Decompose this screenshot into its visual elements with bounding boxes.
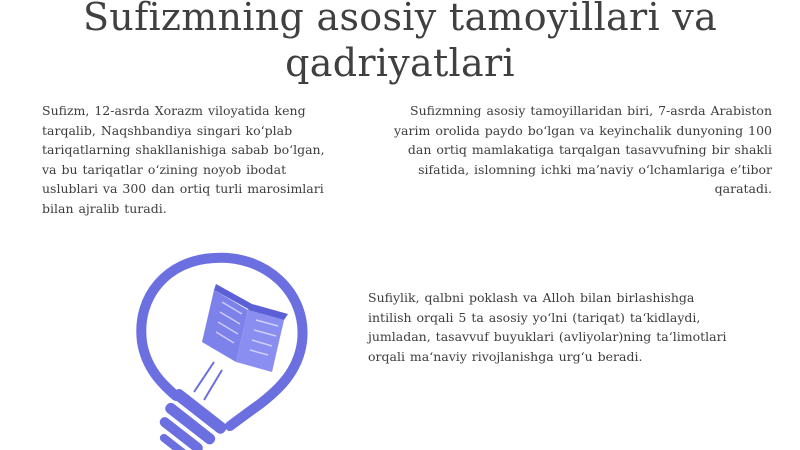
lightbulb-book-icon <box>96 250 312 450</box>
paragraph-left: Sufizm, 12-asrda Xorazm viloyatida keng tarqalib, Naqshbandiya singari ko‘plab tariqatlarning shakllanishiga sabab bo‘lgan, va bu tariqatlar o‘zining noyob ibodat uslublari va 300 dan ortiq turli marosimlari bilan ajralib turadi. <box>42 103 325 216</box>
slide-title: Sufizmning asosiy tamoyillari va qadriyatlari <box>82 0 718 85</box>
paragraph-bottom: Sufiylik, qalbni poklash va Alloh bilan birlashishga intilish orqali 5 ta asosiy yo‘lni (tariqat) ta‘kidlaydi, jumladan, tasavvuf buyuklari (avliyolar)ning ta‘limotlari orqali ma‘naviy rivojlanishga urg‘u beradi. <box>368 290 727 364</box>
paragraph-right: Sufizmning asosiy tamoyillaridan biri, 7-asrda Arabiston yarim orolida paydo bo‘lgan va keyinchalik dunyoning 100 dan ortiq mamlakatiga tarqalgan tasavvufning bir shakli sifatida, islomning ichki ma’naviy o‘lchamlariga e’tibor qaratadi. <box>394 103 772 196</box>
